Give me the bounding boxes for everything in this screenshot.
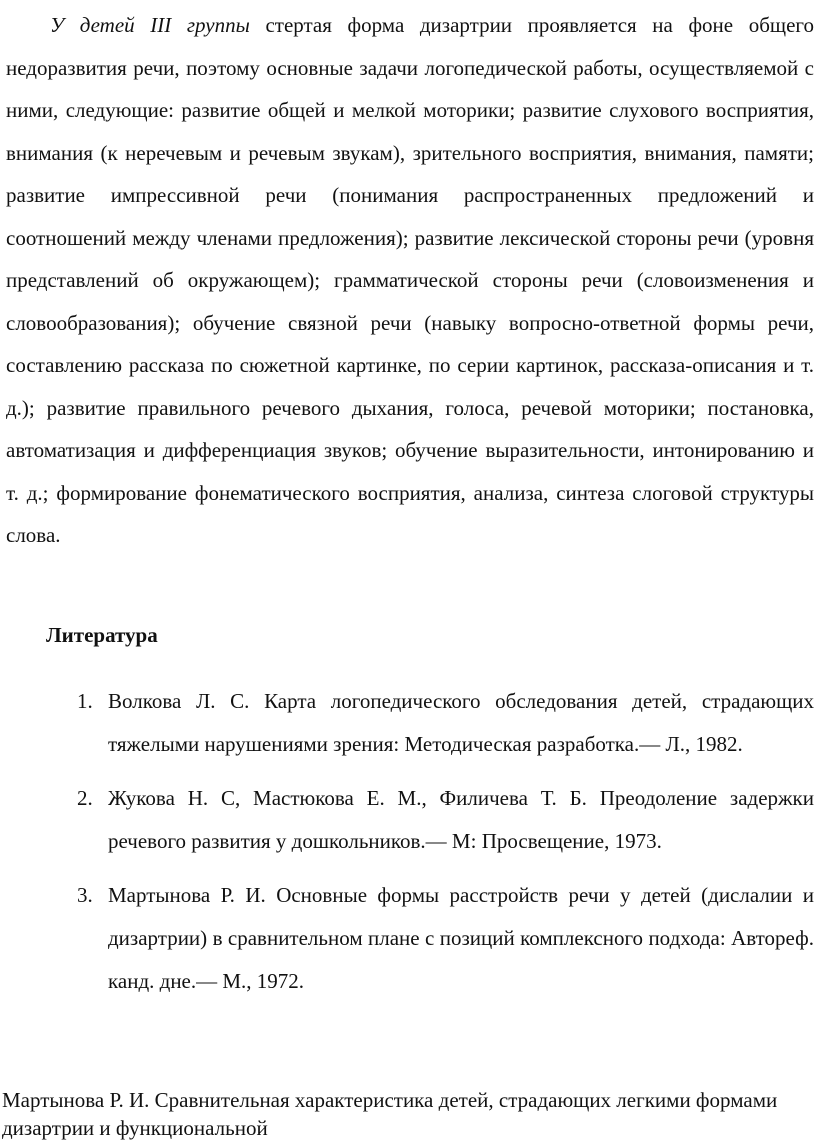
intro-paragraph <box>6 4 814 557</box>
intro-lead-italic: У детей III группы <box>50 13 250 37</box>
reference-number: 3. <box>77 883 93 907</box>
reference-number: 2. <box>77 786 93 810</box>
reference-item <box>0 680 816 766</box>
reference-list <box>0 680 816 1003</box>
literature-heading: Литература <box>46 623 158 647</box>
reference-item <box>0 874 816 1003</box>
trailing-reference-text: Мартынова Р. И. Сравнительная характеристика детей, страдающих легкими формами дизартрии и функциональной <box>2 1088 778 1140</box>
reference-text: Волкова Л. С. Карта логопедического обследования детей, страдающих тяжелыми нарушениями зрения: Методическая разработка.— Л., 1982. <box>108 689 814 756</box>
reference-number: 1. <box>77 689 93 713</box>
intro-body-text: стертая форма дизартрии проявляется на фоне общего недоразвития речи, поэтому основные задачи логопедической работы, осуществляемой с ними, следующие: развитие общей и мелкой моторики; развитие слухового восприятия, внимания (к неречевым и речевым звукам), зрительного восприятия, внимания, памяти; развитие импрессивной речи (понимания распространенных предложений и соотношений между членами предложения); развитие лексической стороны речи (уровня представлений об окружающем); грамматической стороны речи (словоизменения и словообразования); обучение связной речи (навыку вопросно-ответной формы речи, составлению рассказа по сюжетной картинке, по серии картинок, рассказа-описания и т. д.); развитие правильного речевого дыхания, голоса, речевой моторики; постановка, автоматизация и дифференциация звуков; обучение выразительности, интонированию и т. д.; формирование фонематического восприятия, анализа, синтеза слоговой структуры слова. <box>6 13 814 547</box>
reference-text: Жукова Н. С, Мастюкова Е. М., Филичева Т. Б. Преодоление задержки речевого развития у дошкольников.— М: Просвещение, 1973. <box>108 786 814 853</box>
reference-text: Мартынова Р. И. Основные формы расстройств речи у детей (дислалии и дизартрии) в сравнительном плане с позиций комплексного подхода: Автореф. канд. дне.— М., 1972. <box>108 883 814 993</box>
reference-item <box>0 777 816 863</box>
